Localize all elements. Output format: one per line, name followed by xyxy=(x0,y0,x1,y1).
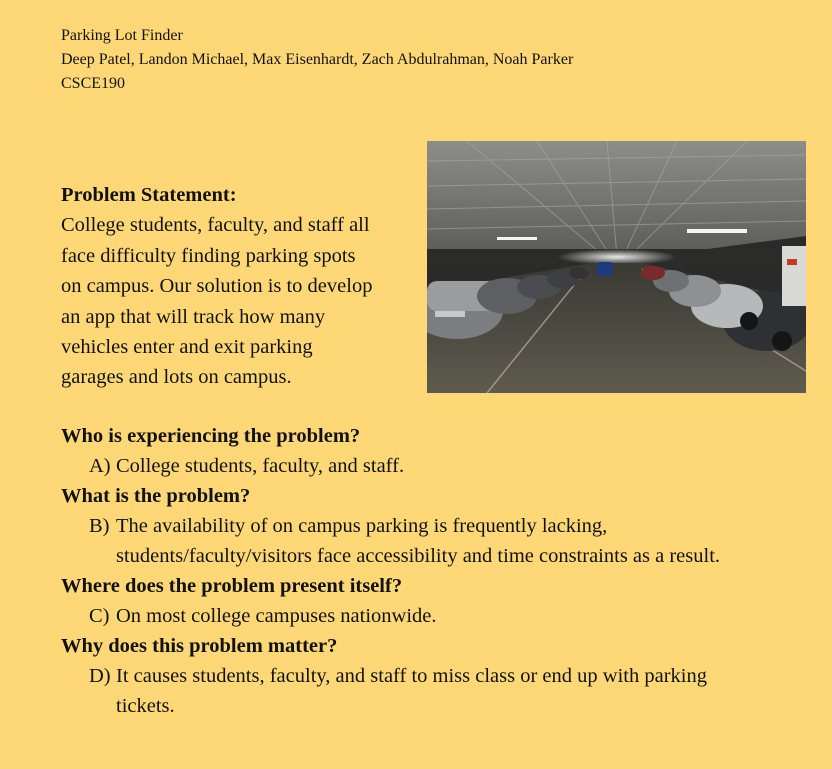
problem-line: vehicles enter and exit parking xyxy=(61,336,313,359)
answer-marker: C) xyxy=(89,605,110,627)
problem-line: garages and lots on campus. xyxy=(61,366,292,389)
problem-line: College students, faculty, and staff all xyxy=(61,214,370,237)
answer-marker: B) xyxy=(89,515,110,537)
document-header xyxy=(61,24,573,96)
answer-who xyxy=(61,451,761,481)
problem-statement xyxy=(61,180,421,393)
problem-line: on campus. Our solution is to develop xyxy=(61,275,373,298)
question-what: What is the problem? xyxy=(61,485,251,507)
answer-what xyxy=(61,511,761,571)
answer-marker: D) xyxy=(89,665,111,687)
author-list: Deep Patel, Landon Michael, Max Eisenhardt, Zach Abdulrahman, Noah Parker xyxy=(61,51,574,68)
answer-where xyxy=(61,601,761,631)
question-who: Who is experiencing the problem? xyxy=(61,425,361,447)
parking-garage-photo xyxy=(427,141,806,393)
answer-why xyxy=(61,661,761,721)
answer-text: On most college campuses nationwide. xyxy=(116,605,437,627)
problem-line: face difficulty finding parking spots xyxy=(61,244,356,267)
answer-text: College students, faculty, and staff. xyxy=(116,455,405,477)
question-where: Where does the problem present itself? xyxy=(61,575,403,597)
problem-questions xyxy=(61,421,761,721)
course-code: CSCE190 xyxy=(61,75,126,92)
answer-marker: A) xyxy=(89,455,111,477)
problem-line: an app that will track how many xyxy=(61,305,326,328)
document-title: Parking Lot Finder xyxy=(61,27,183,44)
problem-statement-heading: Problem Statement: xyxy=(61,184,237,206)
answer-text: The availability of on campus parking is frequently lacking, students/faculty/visitors face accessibility and time constraints as a result. xyxy=(116,515,721,567)
answer-text: It causes students, faculty, and staff to miss class or end up with parking tickets. xyxy=(116,665,707,717)
question-why: Why does this problem matter? xyxy=(61,635,338,657)
